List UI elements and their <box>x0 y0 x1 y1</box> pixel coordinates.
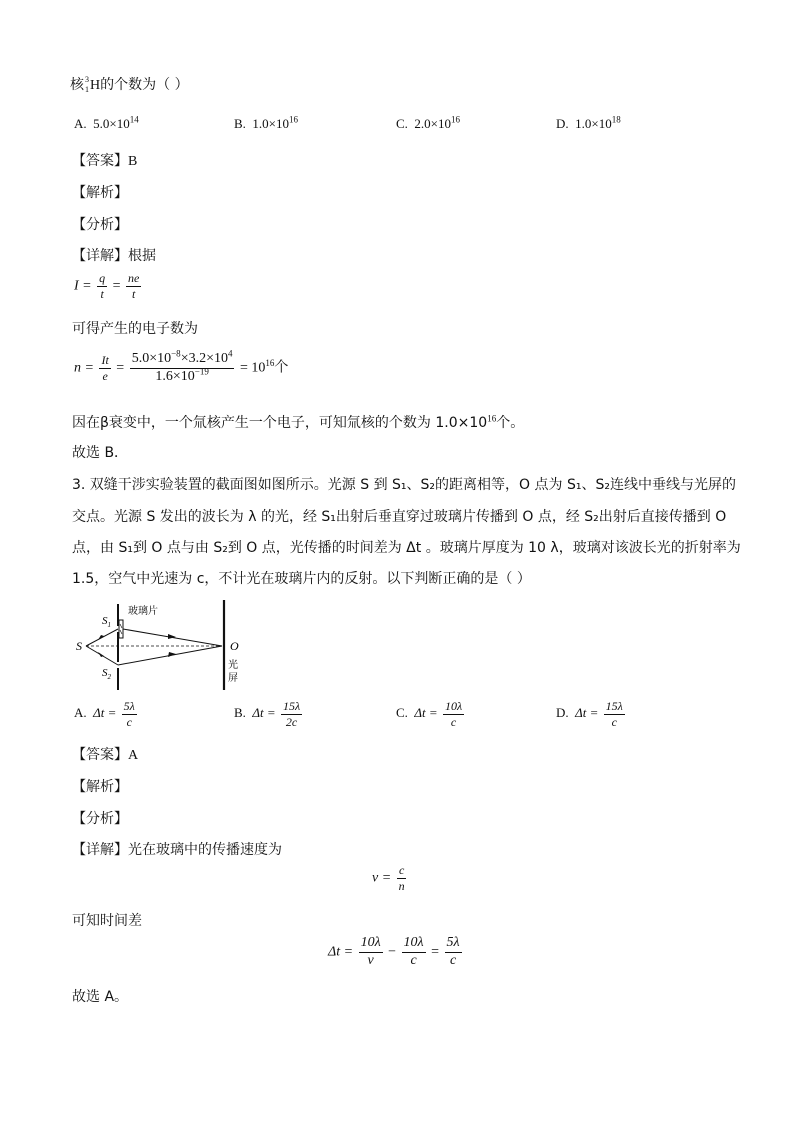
q2-electron-line: 可得产生的电子数为 <box>72 321 198 337</box>
q2-jiexi-label: 【解析】 <box>72 185 128 201</box>
q3-stem-line3: 点，由 S₁到 O 点与由 S₂到 O 点，光传播的时间差为 Δt 。玻璃片厚度为 10 λ，玻璃对该波长光的折射率为 <box>72 540 741 556</box>
label-s1: $S_1$ <box>102 615 111 629</box>
q3-fenxi-label: 【分析】 <box>72 811 128 827</box>
q2-option-a[interactable]: A. $5.0\times 10^{14}$ <box>74 114 139 131</box>
q2-formula-current: I = $\frac{q}{t}$ = $\frac{ne}{t}$ <box>74 271 140 301</box>
q3-time-line: 可知时间差 <box>72 913 142 929</box>
label-s: S <box>76 639 82 653</box>
q3-formula-speed: v = $\frac{c}{n}$ <box>372 863 405 893</box>
label-s2: $S_2$ <box>102 667 111 681</box>
label-glass: 玻璃片 <box>128 606 158 617</box>
q3-stem-line4: 1.5，空气中光速为 c，不计光在玻璃片内的反射。以下判断正确的是（ ） <box>72 571 531 587</box>
q3-stem-line1: 3. 双缝干涉实验装置的截面图如图所示。光源 S 到 S₁、S₂的距离相等，O 点为 S₁、S₂连线中垂线与光屏的 <box>72 477 736 493</box>
q3-option-b[interactable]: B. Δt = $\frac{15\lambda}{2c}$ <box>234 699 301 729</box>
q2-conclusion: 因在β衰变中，一个氚核产生一个电子，可知氚核的个数为 $1.0\times 10^{16}$个。 <box>72 413 525 431</box>
label-screen-2: 屏 <box>228 673 238 684</box>
q2-fenxi-label: 【分析】 <box>72 217 128 233</box>
label-o: O <box>230 639 239 653</box>
q2-option-d[interactable]: D. $1.0\times 10^{18}$ <box>556 114 621 131</box>
q3-xiangjie: 【详解】光在玻璃中的传播速度为 <box>72 842 282 858</box>
q2-option-b[interactable]: B. $1.0\times 10^{16}$ <box>234 114 299 131</box>
glass-plate <box>119 620 123 638</box>
q2-choose: 故选 B． <box>72 445 129 461</box>
q3-option-d[interactable]: D. Δt = $\frac{15\lambda}{c}$ <box>556 699 623 729</box>
q2-formula-number: n = $\frac{It}{e}$ = $\frac{5.0\times 10^{-8}\times 3.2\times 10^4}{1.6\times 10^{-19}}$ = $10^{16}$个 <box>74 348 289 384</box>
q3-formula-time: Δt = $\frac{10\lambda}{v}$ − $\frac{10\lambda}{c}$ = $\frac{5\lambda}{c}$ <box>328 935 460 968</box>
q2-answer: 【答案】B <box>72 153 138 169</box>
q3-stem-line2: 交点。光源 S 发出的波长为 λ 的光，经 S₁出射后垂直穿过玻璃片传播到 O 点，经 S₂出射后直接传播到 O <box>72 509 727 525</box>
q2-option-c[interactable]: C. $2.0\times 10^{16}$ <box>396 114 461 131</box>
q3-option-a[interactable]: A. Δt = $\frac{5\lambda}{c}$ <box>74 699 135 729</box>
q3-jiexi-label: 【解析】 <box>72 779 128 795</box>
nuclide-scripts: 3 1 <box>85 75 89 94</box>
q2-xiangjie: 【详解】根据 <box>72 248 156 264</box>
q2-stem: 核 3 1 H的个数为（ ） <box>70 75 189 94</box>
q3-choose: 故选 A。 <box>72 989 129 1005</box>
ray-s-s1 <box>86 629 118 646</box>
q3-option-c[interactable]: C. Δt = $\frac{10\lambda}{c}$ <box>396 699 463 729</box>
q3-answer: 【答案】A <box>72 747 139 763</box>
double-slit-diagram <box>72 598 252 694</box>
label-screen-1: 光 <box>228 660 238 671</box>
